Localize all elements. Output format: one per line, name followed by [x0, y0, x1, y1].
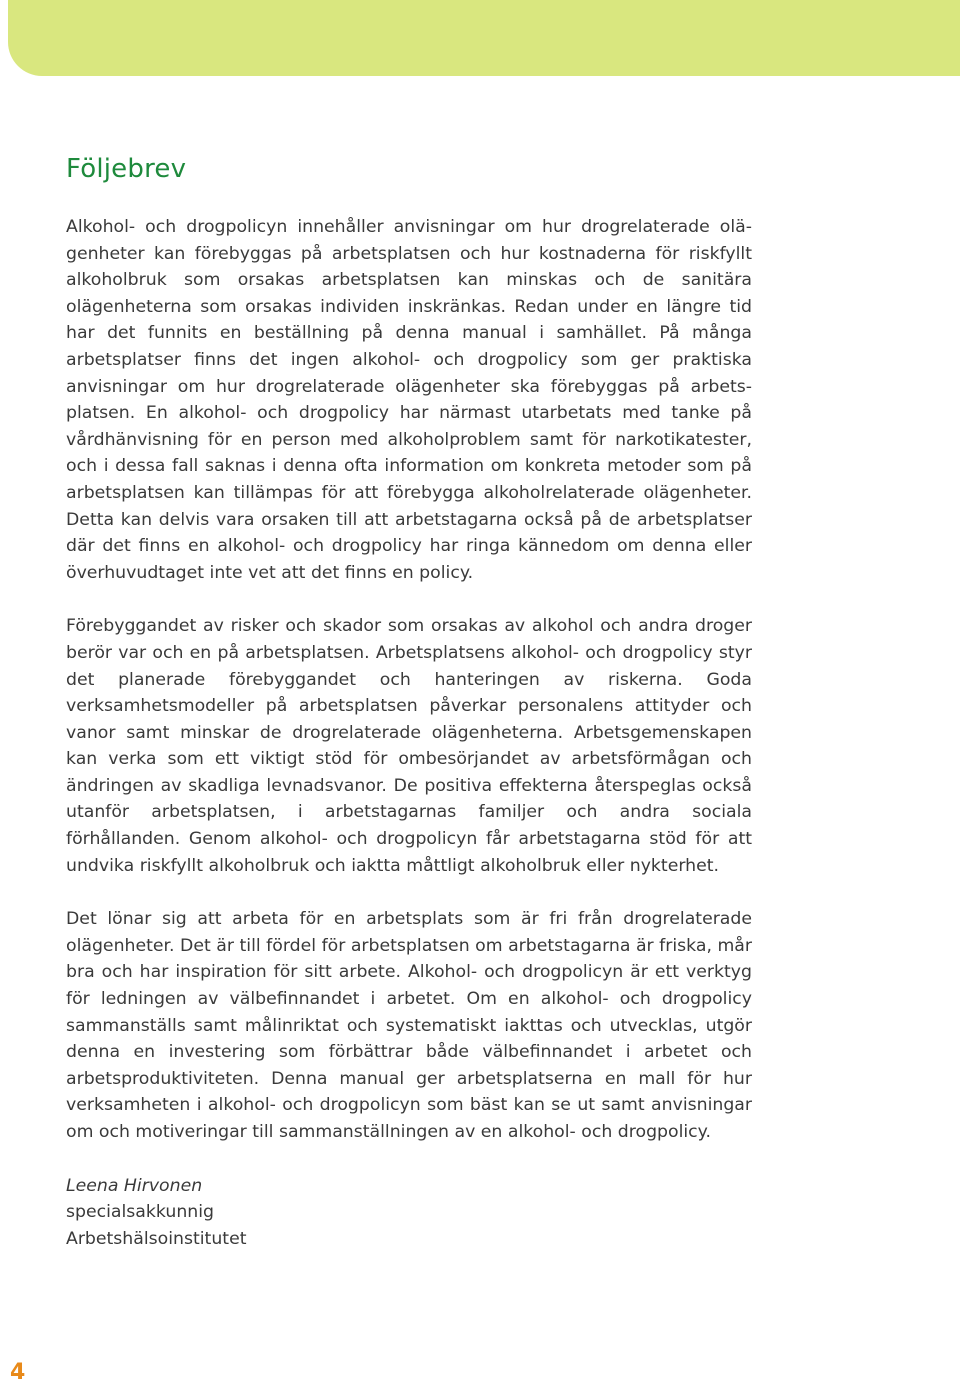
paragraph-3: Det lönar sig att arbeta för en arbetsplats som är fri från drogrelaterade olägenheter. Det är till fördel för arbetsplatsen om arbetstagarna är friska, mår bra och har inspiration för sitt arbete. Alkohol- och drogpolicyn är ett verktyg för ledningen av välbefinnandet i arbetet. Om en alkohol- och drogpolicy sammanställs samt målinriktat och systematiskt iakttas och utvecklas, utgör denna en investering som förbättrar både välbefinnandet i arbetet och arbetsproduktiviteten. Denna manual ger arbetsplatserna en mall för hur verksamheten i alkohol- och drogpolicyn som bäst kan se ut samt anvisningar om och motiveringar till sammanställningen av en alkohol- och drogpolicy. — [66, 909, 752, 1142]
paragraph-1: Alkohol- och drogpolicyn innehåller anvisningar om hur drogrelaterade olägenheter kan förebyggas på arbetsplatsen och hur kostnaderna för riskfyllt alkoholbruk som orsakas arbetsplatsen kan minskas och de sanitära olägenheterna som orsakas individen inskränkas. Redan under en längre tid har det funnits en beställning på denna manual i samhället. På många arbetsplatser finns det ingen alkohol- och drogpolicy som ger praktiska anvisningar om hur drogrelaterade olägenheter ska förebyggas på arbetsplatsen. En alkohol- och drogpolicy har närmast utarbetats med tanke på vårdhänvisning för en person med alkoholproblem samt för narkotikatester, och i dessa fall saknas i denna ofta information om konkreta metoder som på arbetsplatsen kan tillämpas för att förebygga alkoholrelaterade olägenheter. Detta kan delvis vara orsaken till att arbetstagarna också på de arbetsplatser där det finns en alkohol- och drogpolicy har ringa kännedom om denna eller överhuvudtaget inte vet att det finns en policy. — [66, 217, 752, 583]
signature-role: specialsakkunnig — [66, 1202, 215, 1223]
letter-content — [66, 154, 752, 1252]
page-number: 4 — [10, 1360, 26, 1385]
paragraph-2: Förebyggandet av risker och skador som orsakas av alkohol och andra droger berör var och en på arbetsplatsen. Arbetsplatsens alkohol- och drogpolicy styr det planerade förebyggandet och hanteringen av riskerna. Goda verksamhetsmodeller på arbetsplatsen påverkar personalens attityder och vanor samt minskar de drogrelaterade olägenheterna. Arbetsgemenskapen kan verka som ett viktigt stöd för ombesörjandet av arbetsförmågan och ändringen av skadliga levnadsvanor. De positiva effekterna återspeglas också utanför arbetsplatsen, i arbetstagarnas familjer och andra sociala förhållanden. Genom alkohol- och drogpolicyn får arbetstagarna stöd för att undvika riskfyllt alkoholbruk och iaktta måttligt alkoholbruk eller nykterhet. — [66, 616, 752, 876]
signature-organization: Arbetshälsoinstitutet — [66, 1228, 247, 1249]
signature-name: Leena Hirvonen — [66, 1175, 203, 1196]
page-title: Följebrev — [66, 154, 187, 184]
signature-block — [66, 1173, 752, 1253]
header-color-band — [8, 0, 960, 76]
